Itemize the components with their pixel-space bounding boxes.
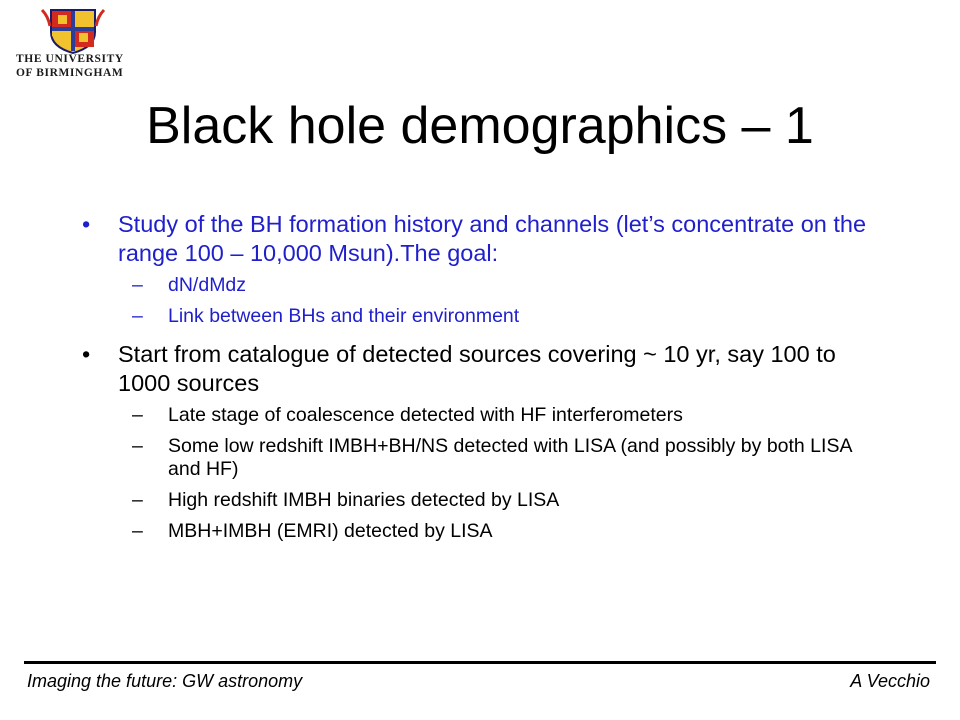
sub-item-text: High redshift IMBH binaries detected by LISA: [168, 489, 560, 511]
footer-title: Imaging the future: GW astronomy: [27, 671, 303, 691]
university-name: [16, 52, 146, 80]
bullet-catalogue: [82, 340, 882, 543]
sub-item: [132, 404, 882, 427]
sub-item-text: Some low redshift IMBH+BH/NS detected with LISA (and possibly by both LISA and HF): [168, 435, 852, 480]
footer-author: A Vecchio: [850, 671, 930, 691]
bullet-formation-history: [82, 210, 882, 328]
university-logo: [16, 6, 136, 82]
dash-marker: –: [132, 274, 143, 296]
bullet-text: Start from catalogue of detected sources covering ~ 10 yr, say 100 to 1000 sources: [118, 341, 836, 396]
university-crest-icon: [40, 6, 106, 56]
dash-marker: –: [132, 305, 143, 327]
dash-marker: –: [132, 404, 143, 426]
sub-list: [118, 274, 882, 328]
sub-list: [118, 404, 882, 543]
university-name-line1: THE UNIVERSITY: [16, 53, 124, 65]
sub-item: [132, 305, 882, 328]
sub-item: [132, 274, 882, 297]
sub-item: [132, 489, 882, 512]
dash-marker: –: [132, 489, 143, 511]
sub-item-text: Link between BHs and their environment: [168, 305, 520, 327]
university-name-line2: OF BIRMINGHAM: [16, 67, 124, 79]
sub-item-text: dN/dMdz: [168, 274, 247, 296]
bullet-text: Study of the BH formation history and channels (let’s concentrate on the range 100 – 10,000 Msun).The goal:: [118, 211, 867, 266]
dash-marker: –: [132, 520, 143, 542]
sub-item: [132, 520, 882, 543]
sub-item-text: MBH+IMBH (EMRI) detected by LISA: [168, 520, 493, 542]
sub-item: [132, 435, 882, 481]
footer-divider: [24, 661, 936, 664]
bullet-marker: •: [82, 211, 91, 237]
dash-marker: –: [132, 435, 143, 457]
slide-content: [82, 210, 882, 552]
bullet-marker: •: [82, 341, 91, 367]
sub-item-text: Late stage of coalescence detected with HF interferometers: [168, 404, 683, 426]
slide-title: Black hole demographics – 1: [146, 97, 814, 155]
